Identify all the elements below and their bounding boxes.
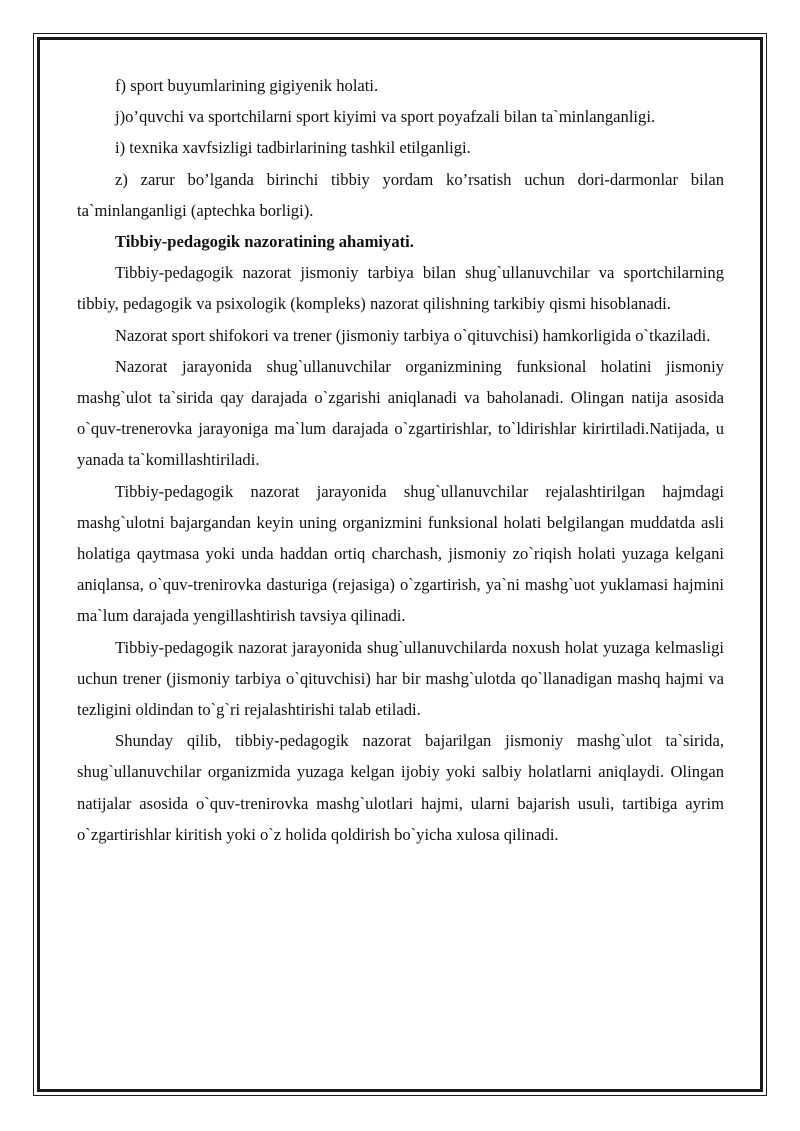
document-body bbox=[77, 70, 724, 850]
list-item-j: j)o’quvchi va sportchilarni sport kiyimi va sport poyafzali bilan ta`minlanganligi. bbox=[115, 107, 656, 127]
list-item-f: f) sport buyumlarining gigiyenik holati. bbox=[115, 76, 379, 95]
body-paragraph: Nazorat sport shifokori va trener (jismoniy tarbiya o`qituvchisi) hamkorligida o`tkaziladi. bbox=[115, 325, 711, 345]
body-paragraph: Tibbiy-pedagogik nazorat jarayonida shug`ullanuvchilarda noxush holat yuzaga kelmasligi uchun trener (jismoniy tarbiya o`qituvchisi) har bir mashg`ulotda qo`llanadigan mashq hajmi va tezligini oldindan to`g`ri rejalashtirishi talab etiladi. bbox=[77, 637, 724, 720]
list-item-z: z) zarur bo’lganda birinchi tibbiy yordam ko’rsatish uchun dori-darmonlar bilan ta`minlanganligi (aptechka borligi). bbox=[77, 169, 724, 220]
body-paragraph: Nazorat jarayonida shug`ullanuvchilar organizmining funksional holatini jismoniy mashg`ulot ta`sirida qay darajada o`zgarishi aniqlanadi va baholanadi. Olingan natija asosida o`quv-trenerovka jarayoniga ma`lum darajada o`zgartirishlar, to`ldirishlar kirirtiladi.Natijada, u yanada ta`komillashtiriladi. bbox=[77, 356, 724, 470]
body-paragraph: Shunday qilib, tibbiy-pedagogik nazorat bajarilgan jismoniy mashg`ulot ta`sirida, shug`ullanuvchilar organizmida yuzaga kelgan ijobiy yoki salbiy holatlarni aniqlaydi. Olingan natijalar asosida o`quv-trenirovka mashg`ulotlari hajmi, ularni bajarish usuli, tartibiga ayrim o`zgartirishlar kiritish yoki o`z holida qoldirish bo`yicha xulosa qilinadi. bbox=[77, 731, 724, 844]
body-paragraph: Tibbiy-pedagogik nazorat jismoniy tarbiya bilan shug`ullanuvchilar va sportchilarning tibbiy, pedagogik va psixologik (kompleks) nazorat qilishning tarkibiy qismi hisoblanadi. bbox=[77, 263, 724, 314]
section-heading: Tibbiy-pedagogik nazoratining ahamiyati. bbox=[115, 232, 414, 252]
body-paragraph: Tibbiy-pedagogik nazorat jarayonida shug`ullanuvchilar rejalashtirilgan hajmdagi mashg`ulotni bajargandan keyin uning organizmini funksional holati belgilangan muddatda asli holatiga qaytmasa yoki unda haddan ortiq charchash, jismoniy zo`riqish holati yuzaga kelgani aniqlansa, o`quv-trenirovka dasturiga (rejasiga) o`zgartirish, ya`ni mashg`uot yuklamasi hajmini ma`lum darajada yengillashtirish tavsiya qilinadi. bbox=[77, 481, 724, 626]
list-item-i: i) texnika xavfsizligi tadbirlarining tashkil etilganligi. bbox=[115, 138, 471, 158]
